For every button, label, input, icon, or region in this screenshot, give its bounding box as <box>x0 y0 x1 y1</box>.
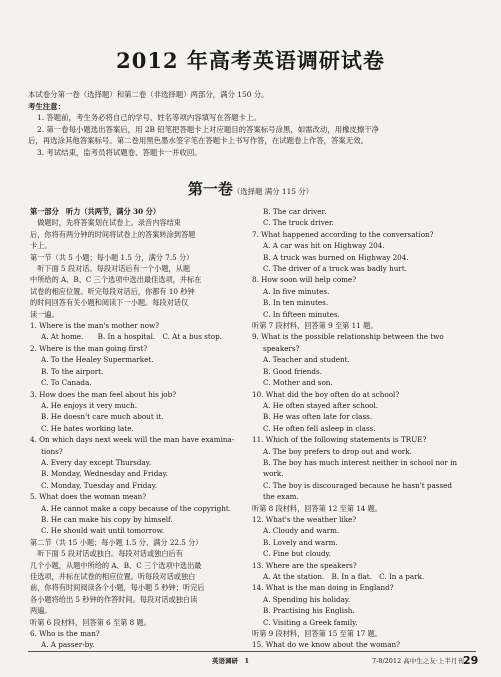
text-line: A. A car was hit on Highway 204. <box>263 241 385 251</box>
text-line: C. Mother and son. <box>263 378 333 388</box>
text-line: 做题时，先将答案划在试卷上。录音内容结束 <box>30 218 181 228</box>
text-line: B. Practising his English. <box>263 606 355 616</box>
text-line: B. He can make his copy by himself. <box>41 514 173 524</box>
text-line: C. In fifteen minutes. <box>263 309 340 319</box>
text-line: C. To Canada. <box>41 378 92 388</box>
text-line: 佳选项，并标在试卷的相应位置。听每段对话或独白 <box>30 572 196 581</box>
text-line: 两遍。 <box>30 606 52 616</box>
text-line: 听下面 5 段对话或独白。每段对话或独白后有 <box>30 549 183 559</box>
instruction-line: 1. 答题前，考生务必将自己的学号、姓名等项内容填写在答题卡上。 <box>37 113 261 123</box>
text-line: 试卷的相应位置。听完每段对话后，你都有 10 秒钟 <box>30 286 195 296</box>
text-line: 听第 6 段材料，回答第 6 至第 8 题。 <box>30 617 151 627</box>
text-line: A. At the station. B. In a flat. C. In a park. <box>263 572 425 581</box>
text-line: 读一遍。 <box>30 309 59 319</box>
text-line: 几个小题，从题中所给的 A、B、C 三个选项中选出最 <box>30 560 202 570</box>
text-line: speakers? <box>263 343 300 353</box>
text-line: C. The driver of a truck was badly hurt. <box>263 264 408 274</box>
text-line: 听第 9 段材料，回答第 15 至第 17 题。 <box>252 629 383 639</box>
left-column <box>30 206 243 651</box>
text-line: 听下面 5 段对话。每段对话后有一个小题，从题 <box>30 264 191 274</box>
text-line: A. Spending his holiday. <box>263 594 351 604</box>
text-line: 各小题将给出 5 秒钟的作答时间。每段对话或独白读 <box>30 594 198 604</box>
text-line: B. The car driver. <box>263 207 327 216</box>
text-line: C. He should wait until tomorrow. <box>41 526 165 536</box>
text-line: A. Every day except Thursday. <box>41 457 152 467</box>
text-line: B. To the airport. <box>41 366 104 376</box>
text-line: 8. How soon will help come? <box>252 275 357 285</box>
text-line: A. Teacher and student. <box>263 355 350 365</box>
text-line: 12. What's the weather like? <box>252 514 357 524</box>
exam-instructions <box>28 89 478 159</box>
part-title-sub: （选择题 满分 115 分） <box>232 187 314 196</box>
instruction-line: 后，再选涂其他答案标号。第二卷用黑色墨水签字笔在答题卡上书写作答，在试题卷上作答，答案无效。 <box>28 136 368 146</box>
text-line: B. In ten minutes. <box>263 298 329 308</box>
page-number: 29 <box>463 654 479 667</box>
instruction-line: 2. 第一卷每小题选出答案后，用 2B 铅笔把答题卡上对应题目的答案标号涂黑，如需改动，用橡皮擦干净 <box>37 124 380 134</box>
text-line: 13. Where are the speakers? <box>252 560 357 570</box>
text-line: A. A passer-by. <box>41 640 95 650</box>
text-line: 第一部分 听力（共两节，满分 30 分） <box>30 207 161 216</box>
text-line: tions? <box>41 446 63 456</box>
right-column <box>252 206 474 651</box>
text-line: B. A truck was burned on Highway 204. <box>263 252 409 262</box>
text-line: 前，你将有时间阅读各个小题，每小题 5 秒钟；听完后 <box>30 583 205 593</box>
part-title-main: 第一卷 <box>187 180 233 198</box>
text-line: A. To the Healey Supermarket. <box>41 355 154 365</box>
text-line: 15. What do we know about the woman? <box>252 640 400 650</box>
text-line: 卡上。 <box>30 241 52 251</box>
text-line: B. The boy has much interest neither in school nor in <box>263 457 458 467</box>
text-line: A. He often stayed after school. <box>263 400 379 410</box>
notice-heading: 考生注意： <box>28 101 65 111</box>
footer-publication: 7-8/2012 高中生之友·上半月刊 <box>372 657 464 665</box>
text-line: C. The truck driver. <box>263 218 334 228</box>
text-line: 11. Which of the following statements is TRUE? <box>252 435 427 445</box>
text-line: C. He often fell asleep in class. <box>263 423 376 433</box>
text-line: B. Monday, Wednesday and Friday. <box>41 469 168 479</box>
text-line: 2. Where is the man going first? <box>30 343 148 353</box>
text-line: 中所给的 A、B、C 三个选项中选出最佳选项，并标在 <box>30 275 202 285</box>
text-line: A. He cannot make a copy because of the copyright. <box>41 503 231 513</box>
text-line: 的时间回答有关小题和阅读下一小题。每段对话仅 <box>30 298 189 308</box>
text-line: B. Good friends. <box>263 366 322 376</box>
text-line: 第二节（共 15 小题；每小题 1.5 分，满分 22.5 分） <box>30 537 203 547</box>
text-line: C. The boy is discouraged because he hasn't passed <box>263 480 453 490</box>
instruction-line: 3. 考试结束，监考员将试题卷、答题卡一并收回。 <box>37 147 202 157</box>
footer-label: 英语调研 1 <box>212 657 250 665</box>
text-line: 1. Where is the man's mother now? <box>30 321 159 331</box>
text-line: 10. What did the boy often do at school? <box>252 389 400 399</box>
text-line: the exam. <box>263 492 299 502</box>
text-line: B. He was often late for class. <box>263 412 373 422</box>
text-line: A. The boy prefers to drop out and work. <box>263 446 412 456</box>
footer-rule <box>28 651 476 652</box>
text-line: 5. What does the woman mean? <box>30 492 147 502</box>
text-line: 听第 8 段材料，回答第 12 至第 14 题。 <box>252 503 383 513</box>
text-line: A. Cloudy and warm. <box>263 526 340 536</box>
text-line: 9. What is the possible relationship between the two <box>252 332 444 342</box>
text-line: C. Visiting a Greek family. <box>263 617 358 627</box>
text-line: A. In five minutes. <box>263 286 330 296</box>
page-footer <box>0 654 501 668</box>
text-line: 第一节（共 5 小题；每小题 1.5 分，满分 7.5 分） <box>30 252 194 262</box>
instruction-line: 本试卷分第一卷（选择题）和第二卷（非选择题）两部分，满分 150 分。 <box>28 90 269 99</box>
text-line: 3. How does the man feel about his job? <box>30 389 177 399</box>
text-line: 7. What happened according to the conversation? <box>252 229 434 239</box>
text-line: 后，你将有两分钟的时间将试卷上的答案转涂到答题 <box>30 229 196 239</box>
part-title <box>0 178 501 199</box>
text-line: 听第 7 段材料，回答第 9 至第 11 题。 <box>252 321 378 331</box>
text-line: C. He hates working late. <box>41 423 134 433</box>
text-line: A. He enjoys it very much. <box>41 400 137 410</box>
text-line: B. Lovely and warm. <box>263 537 338 547</box>
text-line: 4. On which days next week will the man have examina- <box>30 435 235 445</box>
page-title: 2012 年高考英语调研试卷 <box>116 48 385 73</box>
text-line: C. Fine but cloudy. <box>263 549 331 559</box>
text-line: 14. What is the man doing in England? <box>252 583 394 593</box>
text-line: C. Monday, Tuesday and Friday. <box>41 480 158 490</box>
text-line: A. At home. B. In a hospital. C. At a bus stop. <box>41 332 222 342</box>
text-line: B. He doesn't care much about it. <box>41 412 164 422</box>
text-line: work. <box>263 469 284 479</box>
text-line: 6. Who is the man? <box>30 629 100 639</box>
